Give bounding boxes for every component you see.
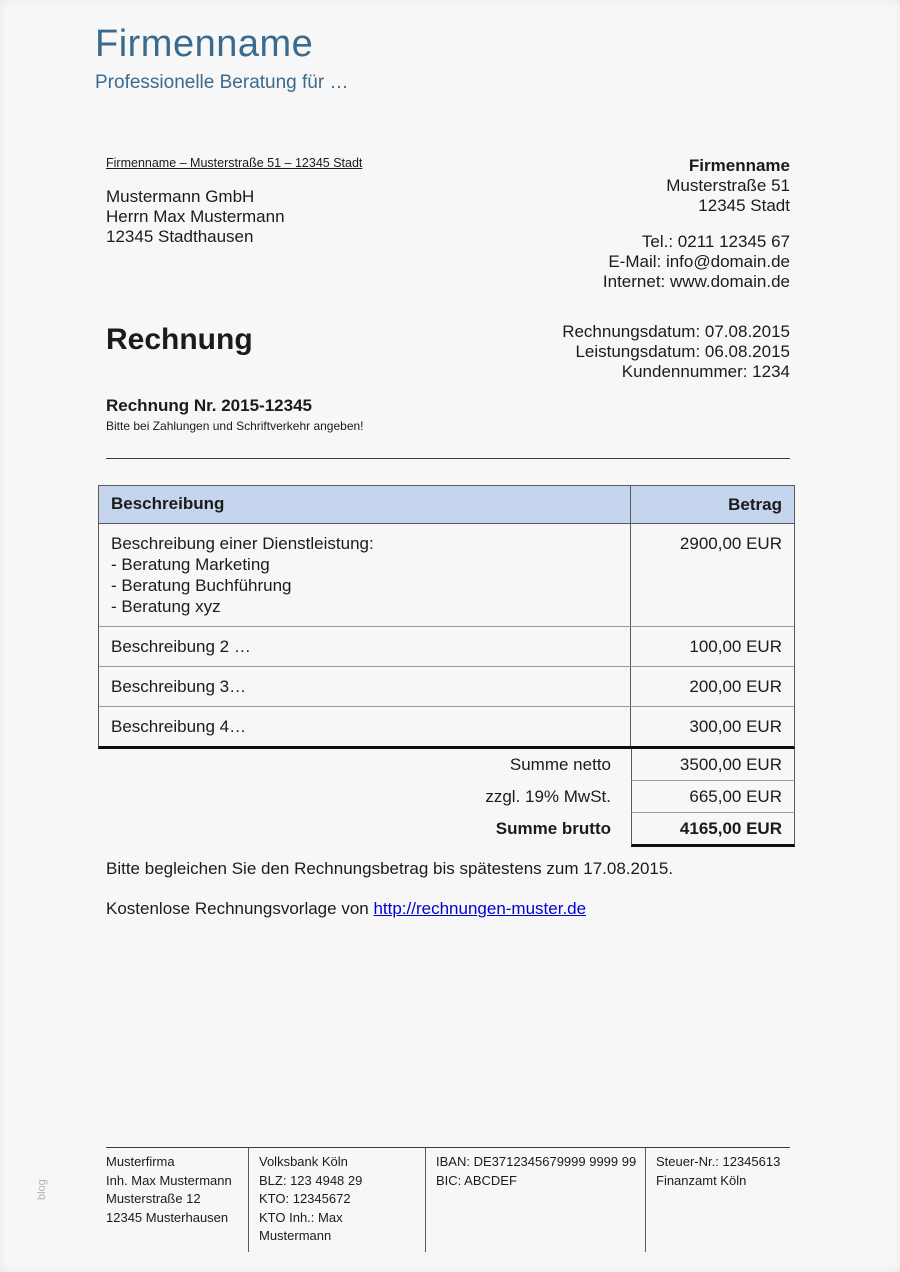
table-header-row [99, 486, 794, 524]
service-date: Leistungsdatum: 06.08.2015 [575, 342, 790, 361]
invoice-number: Rechnung Nr. 2015-12345 [106, 396, 312, 415]
company-street: Musterstraße 51 [666, 176, 790, 195]
footer-company-owner: Inh. Max Mustermann [106, 1172, 232, 1188]
invoice-number-note: Bitte bei Zahlungen und Schriftverkehr angeben! [106, 419, 364, 434]
company-email: E-Mail: info@domain.de [608, 252, 790, 271]
recipient-name: Herrn Max Mustermann [106, 207, 285, 226]
amount-cell: 100,00 EUR [630, 627, 794, 666]
table-header-description: Beschreibung [111, 494, 225, 513]
company-address-block [603, 156, 790, 292]
company-city: 12345 Stadt [698, 196, 790, 215]
credit-text: Kostenlose Rechnungsvorlage von [106, 899, 374, 918]
address-row [106, 156, 790, 292]
separator-rule [106, 458, 790, 459]
company-name: Firmenname [688, 156, 790, 175]
description-cell: Beschreibung 2 … [111, 637, 251, 656]
watermark-blog: blog [36, 1179, 48, 1200]
table-row [99, 524, 794, 626]
invoice-date: Rechnungsdatum: 07.08.2015 [562, 322, 790, 341]
summary-label-brutto: Summe brutto [495, 819, 611, 838]
description-line: Beschreibung einer Dienstleistung: [111, 534, 374, 553]
table-header-amount: Betrag [630, 486, 794, 523]
footer-bank-blz: BLZ: 123 4948 29 [259, 1172, 363, 1188]
footer-bank-kto: KTO: 12345672 [259, 1191, 351, 1206]
amount-cell: 200,00 EUR [630, 667, 794, 706]
invoice-table-main [98, 485, 795, 749]
footer-bank-name: Volksbank Köln [259, 1154, 348, 1169]
footer-col-company [106, 1148, 248, 1252]
title-row [106, 322, 790, 382]
summary-row-mwst [98, 781, 795, 813]
description-line: - Beratung Buchführung [111, 576, 292, 595]
footer-bic: BIC: ABCDEF [436, 1172, 517, 1188]
invoice-number-block [106, 396, 364, 434]
amount-cell: 300,00 EUR [630, 707, 794, 746]
footer-iban: IBAN: DE3712345679999 9999 99 [436, 1154, 637, 1169]
footer-company-city: 12345 Musterhausen [106, 1209, 229, 1225]
company-phone: Tel.: 0211 12345 67 [641, 232, 790, 251]
summary-amount-brutto: 4165,00 EUR [631, 813, 795, 847]
credit-line [106, 899, 586, 919]
description-line: - Beratung Marketing [111, 555, 270, 574]
customer-number: Kundennummer: 1234 [621, 362, 790, 381]
description-cell: Beschreibung 3… [111, 677, 247, 696]
footer-col-bank [248, 1148, 425, 1252]
footer-bank-kto-owner: KTO Inh.: Max Mustermann [259, 1209, 343, 1243]
summary-row-netto [98, 749, 795, 781]
description-cell: Beschreibung 4… [111, 717, 247, 736]
footer-col-iban [425, 1148, 645, 1252]
footer-company-name: Musterfirma [106, 1154, 175, 1169]
summary-row-brutto [98, 813, 795, 847]
company-logo-text: Firmenname [95, 23, 314, 65]
invoice-table [98, 485, 795, 847]
footer-col-tax [645, 1148, 790, 1252]
footer-company-street: Musterstraße 12 [106, 1191, 201, 1206]
company-tagline: Professionelle Beratung für … [95, 71, 349, 93]
invoice-meta [562, 322, 790, 382]
brand-header [95, 22, 348, 94]
table-row [99, 666, 794, 706]
footer [106, 1147, 790, 1252]
payment-note: Bitte begleichen Sie den Rechnungsbetrag bis spätestens zum 17.08.2015. [106, 859, 674, 878]
recipient-company: Mustermann GmbH [106, 187, 255, 206]
summary-label-netto: Summe netto [509, 755, 611, 774]
table-row [99, 626, 794, 666]
summary-amount-netto: 3500,00 EUR [631, 749, 795, 781]
recipient-city: 12345 Stadthausen [106, 227, 254, 246]
footer-tax-office: Finanzamt Köln [656, 1172, 747, 1188]
table-row [99, 706, 794, 746]
invoice-title: Rechnung [106, 323, 253, 356]
company-website: Internet: www.domain.de [602, 272, 790, 291]
sender-line: Firmenname – Musterstraße 51 – 12345 Stadt [106, 156, 363, 170]
recipient-block [106, 156, 362, 292]
amount-cell: 2900,00 EUR [630, 524, 794, 626]
description-cell [99, 524, 630, 626]
recipient-address [106, 187, 362, 247]
summary-label-mwst: zzgl. 19% MwSt. [485, 787, 611, 806]
summary-amount-mwst: 665,00 EUR [631, 781, 795, 813]
credit-link[interactable]: http://rechnungen-muster.de [373, 899, 587, 918]
description-line: - Beratung xyz [111, 597, 221, 616]
footer-tax-number: Steuer-Nr.: 12345613 [656, 1154, 781, 1169]
